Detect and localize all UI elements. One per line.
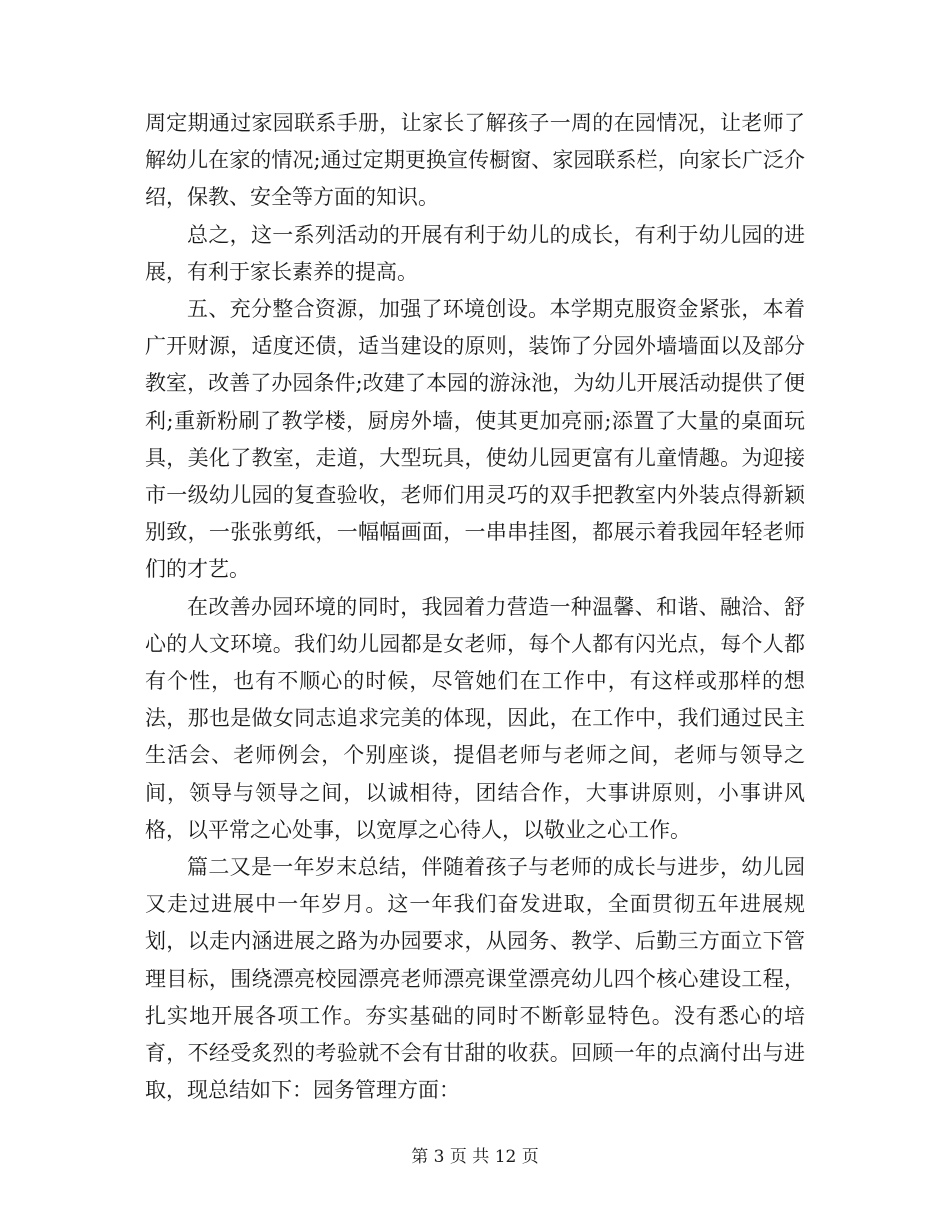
paragraph-summary: 总之，这一系列活动的开展有利于幼儿的成长，有利于幼儿园的进展，有利于家长素养的提高。: [145, 222, 805, 284]
paragraph-section-five: 五、充分整合资源，加强了环境创设。本学期克服资金紧张，本着广开财源，适度还债，适当建设的原则，装饰了分园外墙墙面以及部分教室，改善了办园条件;改建了本园的游泳池，为幼儿开展活动提供了便利;重新粉刷了教学楼，厨房外墙，使其更加亮丽;添置了大量的桌面玩具，美化了教室，走道，大型玩具，使幼儿园更富有儿童情趣。为迎接市一级幼儿园的复查验收，老师们用灵巧的双手把教室内外装点得新颖别致，一张张剪纸，一幅幅画面，一串串挂图，都展示着我园年轻老师们的才艺。: [145, 297, 805, 582]
document-body: [145, 105, 805, 1109]
paragraph-humanistic-environment: 在改善办园环境的同时，我园着力营造一种温馨、和谐、融洽、舒心的人文环境。我们幼儿园都是女老师，每个人都有闪光点，每个人都有个性，也有不顺心的时候，尽管她们在工作中，有这样或那样的想法，那也是做女同志追求完美的体现，因此，在工作中，我们通过民主生活会、老师例会，个别座谈，提倡老师与老师之间，老师与领导之间，领导与领导之间，以诚相待，团结合作，大事讲原则，小事讲风格，以平常之心处事，以宽厚之心待人，以敬业之心工作。: [145, 594, 805, 842]
paragraph-continuation: 周定期通过家园联系手册，让家长了解孩子一周的在园情况，让老师了解幼儿在家的情况;通过定期更换宣传橱窗、家园联系栏，向家长广泛介绍，保教、安全等方面的知识。: [145, 111, 805, 210]
page-number-footer: 第 3 页 共 12 页: [411, 1147, 539, 1167]
paragraph-part-two: 篇二又是一年岁末总结，伴随着孩子与老师的成长与进步，幼儿园又走过进展中一年岁月。这一年我们奋发进取，全面贯彻五年进展规划，以走内涵进展之路为办园要求，从园务、教学、后勤三方面立下管理目标，围绕漂亮校园漂亮老师漂亮课堂漂亮幼儿四个核心建设工程，扎实地开展各项工作。夯实基础的同时不断彰显特色。没有悉心的培育，不经受炙烈的考验就不会有甘甜的收获。回顾一年的点滴付出与进取，现总结如下：园务管理方面：: [145, 855, 805, 1103]
